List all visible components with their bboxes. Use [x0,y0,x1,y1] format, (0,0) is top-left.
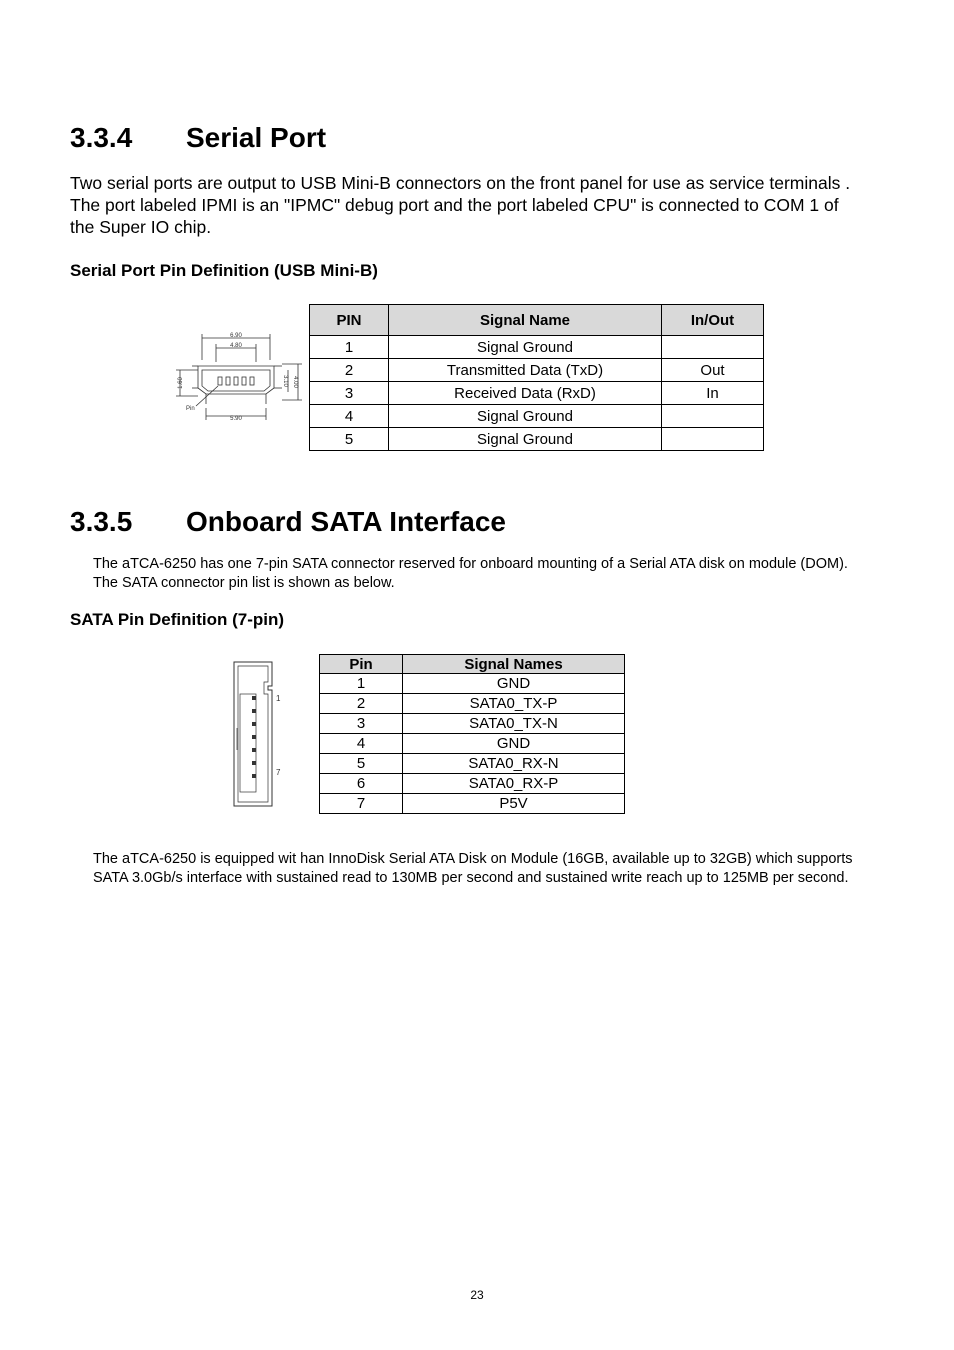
serial-port-intro: Two serial ports are output to USB Mini-B connectors on the front panel for use as service terminals . The port labeled IPMI is an "IPMC" debug port and the port labeled CPU" is connected to COM 1 of the Super IO chip. [70,173,851,237]
pin-cell: 5 [310,428,389,451]
section-title: Onboard SATA Interface [186,506,506,537]
sata-pin-table [319,654,625,814]
top-width-label: 6.90 [230,333,242,339]
left-height-label: 1.60 [178,377,184,389]
table-row [310,405,764,428]
signal-cell: SATA0_RX-P [403,774,625,794]
direction-cell [662,405,764,428]
serial-pin-table [309,304,764,451]
sata-dom-description: The aTCA-6250 is equipped wit han InnoDisk Serial ATA Disk on Module (16GB, available up to 32GB) which supports SATA 3.0Gb/s interface with sustained read to 130MB per second and sustained write reach up to 125MB per second. [93,851,853,886]
signal-cell: Signal Ground [389,428,662,451]
table-row [320,794,625,814]
signal-cell: Received Data (RxD) [389,382,662,405]
pin-cell: 7 [320,794,403,814]
signal-cell: Signal Ground [389,336,662,359]
header-pin: Pin [320,655,403,674]
header-signal-name: Signal Name [389,305,662,336]
table-row [310,336,764,359]
pin-cell: 5 [320,754,403,774]
table-row [320,754,625,774]
table-header-row [320,655,625,674]
signal-cell: Signal Ground [389,405,662,428]
pin-cell: 2 [320,694,403,714]
header-in-out: In/Out [662,305,764,336]
usb-mini-b-diagram [172,330,306,426]
table-row [310,428,764,451]
direction-cell [662,336,764,359]
section-title: Serial Port [186,122,327,153]
direction-cell: In [662,382,764,405]
last-pin-label: 7 [276,768,281,777]
right-inner-label: 3.10 [282,375,288,387]
table-header-row [310,305,764,336]
signal-cell: SATA0_RX-N [403,754,625,774]
serial-pin-definition-heading: Serial Port Pin Definition (USB Mini-B) [70,261,378,280]
pin-cell: 2 [310,359,389,382]
direction-cell: Out [662,359,764,382]
header-pin: PIN [310,305,389,336]
section-heading-sata [70,505,506,539]
signal-cell: GND [403,674,625,694]
signal-cell: P5V [403,794,625,814]
pin-cell: 4 [320,734,403,754]
table-row [320,674,625,694]
pin-cell: 3 [320,714,403,734]
mid-width-label: 4.80 [230,343,242,349]
pin-cell: 3 [310,382,389,405]
right-outer-label: 4.00 [292,376,298,388]
signal-cell: SATA0_TX-P [403,694,625,714]
sata-intro: The aTCA-6250 has one 7-pin SATA connector reserved for onboard mounting of a Serial ATA disk on module (DOM). The SATA connector pin list is shown as below. [93,556,848,591]
table-row [320,734,625,754]
signal-cell: GND [403,734,625,754]
section-heading-serial-port [70,121,326,155]
table-row [320,694,625,714]
signal-cell: SATA0_TX-N [403,714,625,734]
bottom-width-label: 5.90 [230,416,242,422]
header-signal-names: Signal Names [403,655,625,674]
table-row [320,714,625,734]
table-row [320,774,625,794]
sata-connector-diagram [228,658,288,810]
pin-cell: 1 [310,336,389,359]
sata-pin-definition-heading: SATA Pin Definition (7-pin) [70,610,285,629]
page-number: 23 [470,1288,484,1302]
direction-cell [662,428,764,451]
table-row [310,359,764,382]
section-number: 3.3.5 [70,506,133,537]
pin-cell: 6 [320,774,403,794]
table-row [310,382,764,405]
pin-cell: 1 [320,674,403,694]
pin-pointer-label: Pin [186,406,195,412]
pin-cell: 4 [310,405,389,428]
signal-cell: Transmitted Data (TxD) [389,359,662,382]
first-pin-label: 1 [276,694,281,703]
section-number: 3.3.4 [70,122,133,153]
